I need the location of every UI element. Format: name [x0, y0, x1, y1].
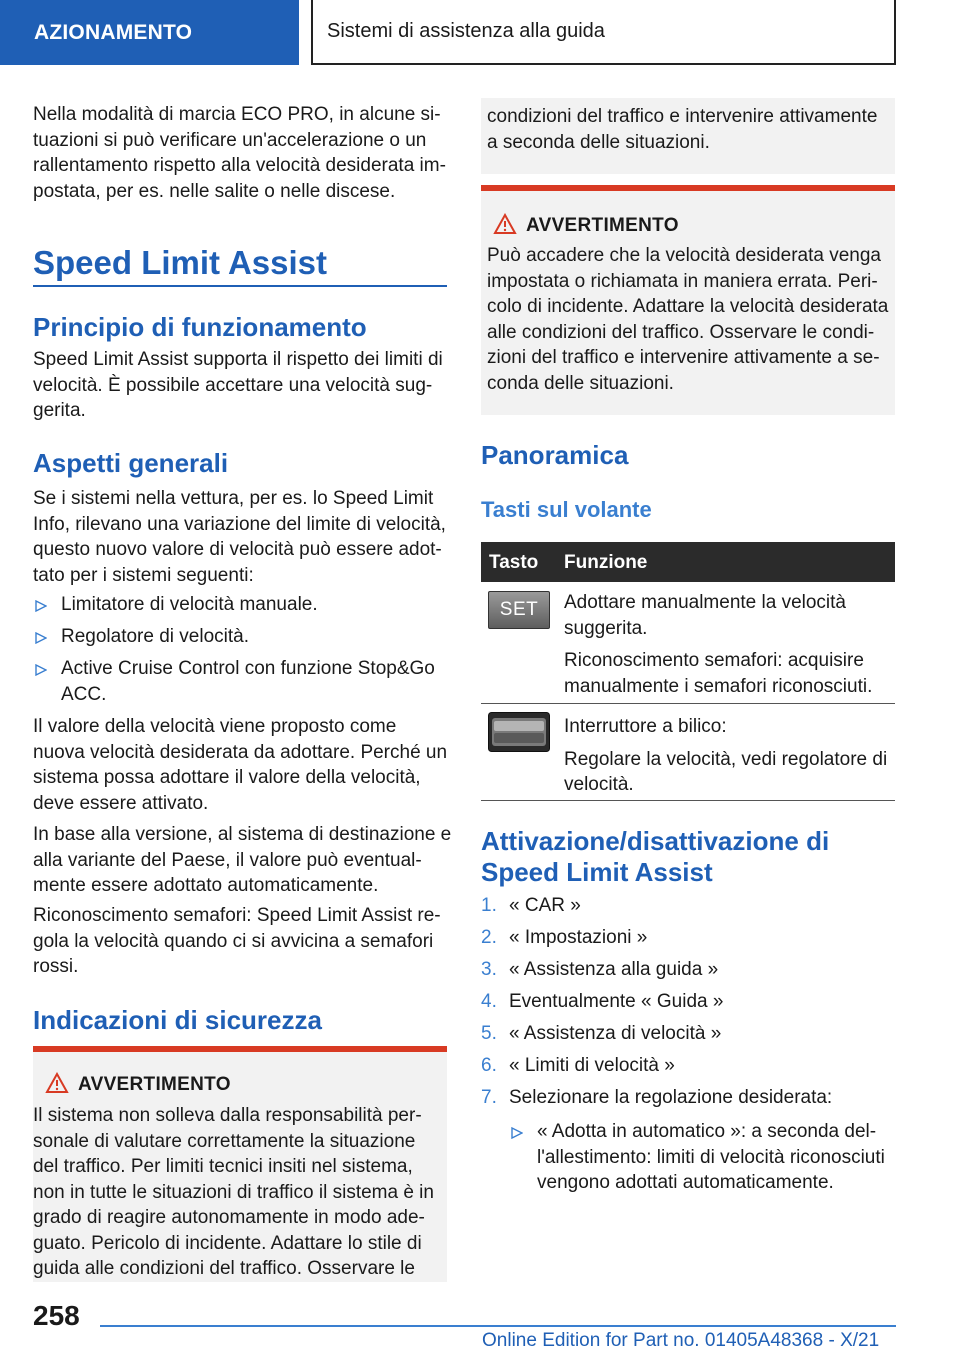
text-line: suggerita.	[564, 617, 648, 639]
heading-attivazione	[481, 826, 829, 888]
text-line: questo nuovo valore di velocità può essere adot-	[33, 539, 442, 560]
footer-rule	[100, 1325, 896, 1327]
intro-paragraph	[33, 102, 453, 204]
text-line: gola la velocità quando ci si avvicina a semafori	[33, 930, 434, 952]
text-line: velocità.	[564, 774, 634, 795]
text-line: tuazioni si può verificare un'accelerazione o un	[33, 129, 427, 151]
text-line: alla variante del Paese, il valore può eventual-	[33, 849, 422, 871]
paragraph-2	[33, 714, 453, 816]
text-line: Speed Limit Assist supporta il rispetto dei limiti di	[33, 349, 443, 370]
warning-box-continued	[481, 98, 895, 174]
warning-text-continued	[487, 104, 897, 155]
step-number: 4.	[481, 991, 497, 1012]
text-line: nuova velocità desiderata da adottare. Perché un	[33, 741, 448, 763]
text-line: postata, per es. nelle salite o nelle discese.	[33, 180, 396, 202]
heading-aspetti: Aspetti generali	[33, 448, 229, 478]
warning-bar	[33, 1046, 447, 1052]
step-number: 1.	[481, 895, 497, 916]
text-line: guato. Pericolo di incidente. Adattare lo stile di	[33, 1232, 422, 1254]
text-line: In base alla versione, al sistema di destinazione e	[33, 824, 452, 845]
warning-title: AVVERTIMENTO	[526, 215, 679, 236]
text-line: vengono adottati automaticamente.	[537, 1172, 834, 1193]
list-item: Regolatore di velocità.	[61, 626, 249, 647]
list-item: Active Cruise Control con funzione Stop&Go	[61, 658, 435, 679]
list-item-continuation: ACC.	[61, 684, 107, 705]
warning-text	[33, 1103, 447, 1282]
text-line: Nella modalità di marcia ECO PRO, in alcune si-	[33, 104, 441, 125]
text-line: non in tutte le situazioni di traffico il sistema è in	[33, 1181, 434, 1203]
step-text: Selezionare la regolazione desiderata:	[509, 1087, 833, 1108]
warning-text	[487, 243, 899, 396]
set-button-label: SET	[499, 599, 539, 620]
step-text: « Limiti di velocità »	[509, 1055, 675, 1076]
text-line: Riconoscimento semafori: Speed Limit Assist re-	[33, 905, 441, 926]
sub-bullet-item	[537, 1119, 897, 1196]
text-line: sonale di valutare correttamente la situazione	[33, 1130, 416, 1152]
triangle-right-icon	[35, 632, 47, 644]
text-line: condizioni del traffico e intervenire attivamente	[487, 106, 878, 127]
step-text: « Assistenza alla guida »	[509, 959, 719, 980]
step-number: 3.	[481, 959, 497, 980]
text-line: Interruttore a bilico:	[564, 716, 727, 737]
heading-sicurezza: Indicazioni di sicurezza	[33, 1005, 322, 1035]
text-line: Adottare manualmente la velocità	[564, 592, 846, 613]
table-header	[481, 542, 895, 582]
warning-triangle-icon	[45, 1072, 69, 1094]
text-line: deve essere attivato.	[33, 792, 209, 814]
triangle-right-icon	[35, 664, 47, 676]
title-rule	[33, 285, 447, 287]
text-line: del traffico. Per limiti tecnici insiti nel sistema,	[33, 1156, 413, 1177]
column-header-function: Funzione	[564, 552, 648, 573]
text-line: mente essere adottato automaticamente.	[33, 875, 379, 896]
heading-tasti: Tasti sul volante	[481, 497, 652, 522]
text-line: Il sistema non solleva dalla responsabilità per-	[33, 1105, 422, 1126]
text-line: rallentamento rispetto alla velocità desiderata im-	[33, 155, 446, 176]
step-text: Eventualmente « Guida »	[509, 991, 724, 1012]
paragraph-3	[33, 822, 453, 899]
text-line: alle condizioni del traffico. Osservare le condi-	[487, 321, 875, 343]
text-line: gerita.	[33, 400, 86, 421]
edition-note: Online Edition for Part no. 01405A48368 - X/21	[482, 1330, 880, 1351]
text-line: sistema possa adottare il valore della velocità,	[33, 767, 421, 788]
step-number: 5.	[481, 1023, 497, 1044]
step-text: « CAR »	[509, 895, 581, 916]
text-line: tato per i sistemi seguenti:	[33, 564, 254, 586]
text-line: Può accadere che la velocità desiderata venga	[487, 245, 881, 266]
warning-bar	[481, 185, 895, 191]
section-title: AZIONAMENTO	[34, 20, 193, 44]
text-line: rossi.	[33, 956, 79, 977]
rocker-switch-icon	[488, 712, 550, 752]
text-line: Info, rilevano una variazione del limite di velocità,	[33, 513, 446, 535]
heading-line: Speed Limit Assist	[481, 857, 713, 887]
text-line: guida alle condizioni del traffico. Osservare le	[33, 1258, 415, 1279]
chapter-header	[311, 0, 896, 65]
step-number: 2.	[481, 927, 497, 948]
section-tab	[0, 0, 299, 65]
list-item: Limitatore di velocità manuale.	[61, 594, 318, 615]
step-number: 7.	[481, 1087, 497, 1108]
step-text: « Assistenza di velocità »	[509, 1023, 722, 1044]
text-line: manualmente i semafori riconosciuti.	[564, 675, 873, 697]
principio-paragraph	[33, 347, 453, 424]
heading-principio: Principio di funzionamento	[33, 312, 367, 342]
text-line: Se i sistemi nella vettura, per es. lo Speed Limit	[33, 488, 434, 509]
chapter-title: Sistemi di assistenza alla guida	[327, 20, 605, 42]
aspetti-paragraph	[33, 486, 453, 588]
table-divider	[481, 703, 895, 704]
paragraph-4	[33, 903, 453, 980]
text-line: colo di incidente. Adattare la velocità desiderata	[487, 296, 889, 317]
row2-function	[564, 714, 894, 798]
page-title: Speed Limit Assist	[33, 244, 328, 281]
text-line: a seconda delle situazioni.	[487, 131, 710, 153]
table-bottom-rule	[481, 800, 895, 801]
text-line: grado di reagire autonomamente in modo ade-	[33, 1207, 425, 1228]
text-line: zioni del traffico e intervenire attivamente a se-	[487, 347, 880, 368]
text-line: Riconoscimento semafori: acquisire	[564, 650, 864, 671]
column-header-key: Tasto	[489, 552, 539, 573]
text-line: velocità. È possibile accettare una velocità sug-	[33, 374, 433, 396]
warning-triangle-icon	[493, 213, 517, 235]
triangle-right-icon	[511, 1127, 523, 1139]
text-line: impostata o richiamata in maniera errata. Peri-	[487, 270, 878, 292]
text-line: conda delle situazioni.	[487, 372, 674, 394]
row1-function	[564, 590, 894, 699]
set-button-image	[488, 591, 550, 629]
text-line: Il valore della velocità viene proposto come	[33, 716, 397, 737]
page-number: 258	[33, 1300, 80, 1331]
step-text: « Impostazioni »	[509, 927, 648, 948]
warning-box	[33, 1046, 447, 1282]
text-line: l'allestimento: limiti di velocità riconosciuti	[537, 1146, 885, 1168]
warning-box-2	[481, 185, 895, 415]
heading-line: Attivazione/disattivazione di	[481, 826, 830, 856]
triangle-right-icon	[35, 600, 47, 612]
warning-title: AVVERTIMENTO	[78, 1074, 231, 1095]
text-line: Regolare la velocità, vedi regolatore di	[564, 748, 888, 770]
step-number: 6.	[481, 1055, 497, 1076]
text-line: « Adotta in automatico »: a seconda del-	[537, 1121, 877, 1142]
heading-panoramica: Panoramica	[481, 440, 629, 470]
